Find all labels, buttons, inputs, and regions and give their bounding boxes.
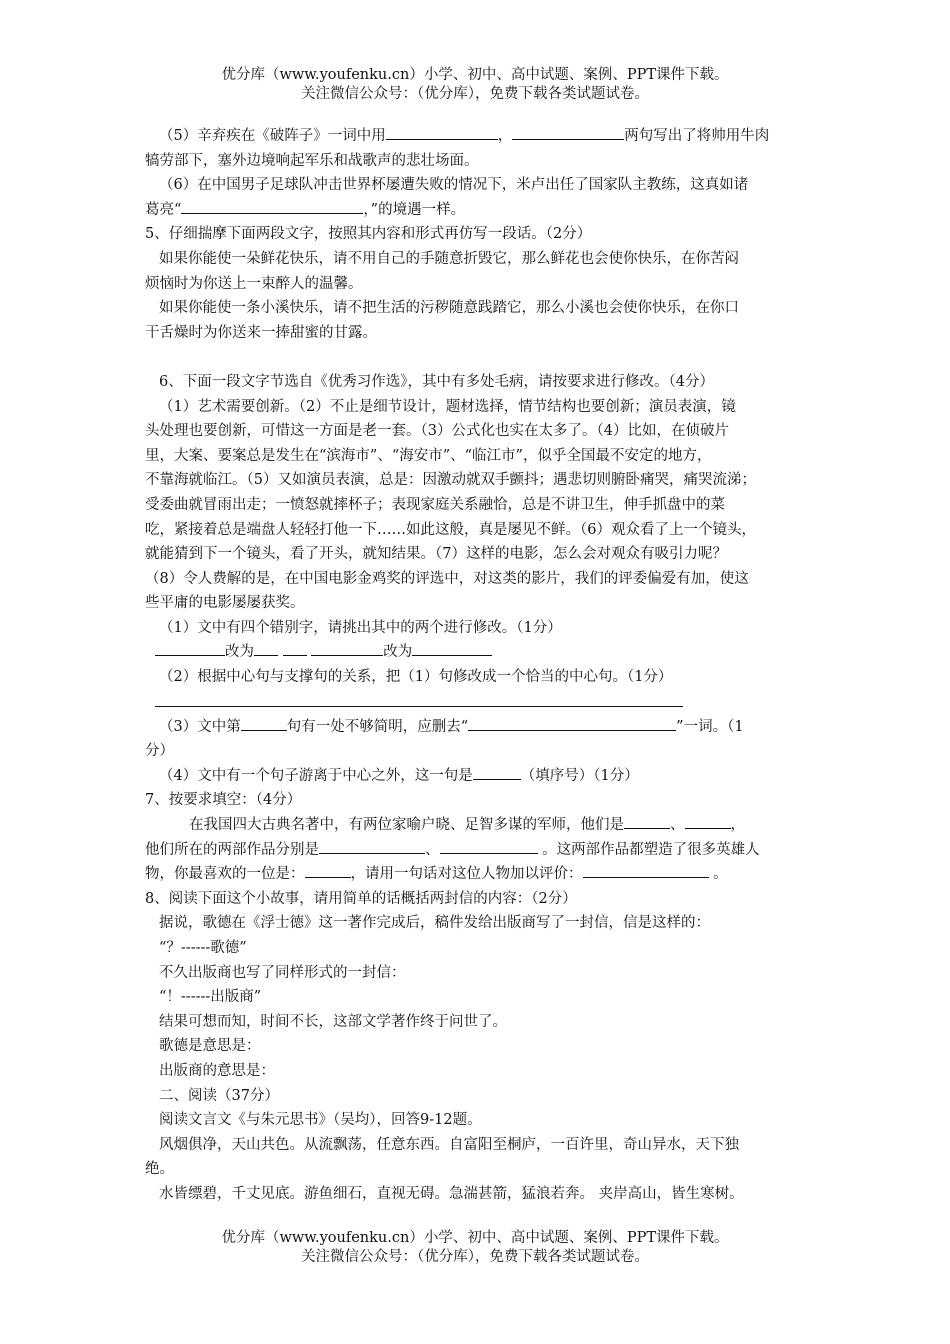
q6-passage-line: 里，大案、要案总是发生在“滨海市”、“海安市”、“临江市”，似乎全国最不安定的地方， xyxy=(145,447,712,464)
q8-line: 歌德是意思是： xyxy=(159,1038,261,1055)
q6-sub1-fill: 改为 改为 xyxy=(145,640,813,665)
answer-blank[interactable] xyxy=(311,641,383,657)
q4-item5-line2: 犒劳部下，塞外边境响起军乐和战歌声的悲壮场面。 xyxy=(145,152,479,169)
section2-intro: 阅读文言文《与朱元思书》（吴均），回答9-12题。 xyxy=(159,1112,482,1129)
q8-line: “！------出版商” xyxy=(159,989,262,1006)
answer-blank[interactable] xyxy=(583,863,709,879)
blank-gap xyxy=(145,345,813,370)
q7-line2: 他们所在的两部作品分别是 、 。这两部作品都塑造了很多英雄人 xyxy=(145,838,813,863)
q6-passage-line: 受委曲就冒雨出走；一愤怒就摔杯子；表现家庭关系融恰，总是不讲卫生，伸手抓盘中的菜 xyxy=(145,496,725,513)
section2-text-line: 绝。 xyxy=(145,1161,174,1178)
exam-content xyxy=(145,124,813,1207)
header-line-1: 优分库（www.youfenku.cn）小学、初中、高中试题、案例、PPT课件下载。 xyxy=(221,67,729,83)
answer-blank[interactable] xyxy=(473,764,521,780)
answer-blank[interactable] xyxy=(254,641,278,657)
q6-passage-line: 吃，紧接着总是端盘人轻轻打他一下……如此这般，真是屡见不鲜。（6）观众看了上一个镜头， xyxy=(145,521,756,538)
q6-sub2: （2）根据中心句与支撑句的关系，把（1）句修改成一个恰当的中心句。（1分） xyxy=(159,669,673,686)
q6-passage-line: 就能猜到下一个镜头，看了开头，就知结果。（7）这样的电影，怎么会对观众有吸引力呢？ xyxy=(145,546,727,563)
q7-line3: 物，你最喜欢的一位是： ，请用一句话对这位人物加以评价： 。 xyxy=(145,862,813,887)
answer-blank[interactable] xyxy=(386,125,498,141)
q6-passage-line: 些平庸的电影屡屡获奖。 xyxy=(145,595,305,612)
q5-para1-line1: 如果你能使一朵鲜花快乐，请不用自己的手随意折毁它，那么鲜花也会使你快乐，在你苦闷 xyxy=(159,250,739,267)
q6-passage-line: （8）令人费解的是，在中国电影金鸡奖的评选中，对这类的影片，我们的评委偏爱有加，使这 xyxy=(145,570,749,587)
footer-line-2: 关注微信公众号：（优分库），免费下载各类试题试卷。 xyxy=(301,1249,649,1265)
q6-sub4: （4）文中有一个句子游离于中心之外，这一句是 （填序号）（1分） xyxy=(145,764,813,789)
answer-blank[interactable] xyxy=(412,641,492,657)
answer-line[interactable] xyxy=(155,696,683,707)
page-header xyxy=(0,66,950,104)
answer-blank[interactable] xyxy=(624,814,670,830)
q8-line: 不久出版商也写了同样形式的一封信： xyxy=(159,964,406,981)
q8-line: “？------歌德” xyxy=(159,940,247,956)
section2-text-line: 水皆缥碧，千丈见底。游鱼细石，直视无碍。急湍甚箭，猛浪若奔。 夹岸高山，皆生寒树。 xyxy=(159,1185,744,1202)
q6-sub1: （1）文中有四个错别字，请挑出其中的两个进行修改。（1分） xyxy=(159,619,562,636)
q8-line: 据说，歌德在《浮士德》这一著作完成后，稿件发给出版商写了一封信，信是这样的： xyxy=(159,915,710,932)
q6-passage-line: （1）艺术需要创新。（2）不止是细节设计，题材选择，情节结构也要创新；演员表演，镜 xyxy=(159,398,736,415)
page-footer xyxy=(0,1229,950,1267)
section2-text-line: 风烟俱净，天山共色。从流飘荡，任意东西。自富阳至桐庐，一百许里，奇山异水，天下独 xyxy=(159,1136,739,1153)
q5-para2-line1: 如果你能使一条小溪快乐，请不把生活的污秽随意践踏它，那么小溪也会使你快乐，在你口 xyxy=(159,300,739,317)
q7-title: 7、按要求填空：（4分） xyxy=(145,792,302,809)
section2-title: 二、阅读（37分） xyxy=(159,1087,279,1104)
answer-blank[interactable] xyxy=(283,641,307,657)
q5-para1-line2: 烦恼时为你送上一束醉人的温馨。 xyxy=(145,275,363,292)
answer-blank[interactable] xyxy=(181,198,363,214)
answer-blank[interactable] xyxy=(468,715,676,731)
q7-line1: 在我国四大古典名著中，有两位家喻户晓、足智多谋的军师，他们是 、 ， xyxy=(145,813,813,838)
q6-passage-line: 不靠海就临江。（5）又如演员表演，总是：因激动就双手颤抖；遇悲切则腑卧痛哭，痛哭流涕； xyxy=(145,472,756,489)
footer-line-1: 优分库（www.youfenku.cn）小学、初中、高中试题、案例、PPT课件下载。 xyxy=(221,1230,729,1246)
q6-sub3-line2: 分） xyxy=(145,743,174,760)
q8-line: 出版商的意思是： xyxy=(159,1062,275,1079)
answer-blank[interactable] xyxy=(685,814,731,830)
answer-blank[interactable] xyxy=(305,863,351,879)
q6-passage-line: 头处理也要创新，可惜这一方面是老一套。（3）公式化也实在太多了。（4）比如，在侦破片 xyxy=(145,423,729,440)
answer-blank[interactable] xyxy=(440,838,538,854)
header-line-2: 关注微信公众号：（优分库），免费下载各类试题试卷。 xyxy=(301,86,649,102)
answer-blank[interactable] xyxy=(155,641,225,657)
q8-title: 8、阅读下面这个小故事，请用简单的话概括两封信的内容：（2分） xyxy=(145,890,577,907)
answer-blank[interactable] xyxy=(319,838,425,854)
q4-item5-line1: （5）辛弃疾在《破阵子》一词中用 ， 两句写出了将帅用牛肉 xyxy=(145,124,813,149)
q4-item6-line2: 葛亮“ ，”的境遇一样。 xyxy=(145,198,813,223)
answer-blank[interactable] xyxy=(241,715,287,731)
q5-para2-line2: 干舌燥时为你送来一捧甜蜜的甘露。 xyxy=(145,324,377,341)
q8-line: 结果可想而知，时间不长，这部文学著作终于问世了。 xyxy=(159,1013,507,1030)
q4-item6-line1: （6）在中国男子足球队冲击世界杯屡遭失败的情况下，米卢出任了国家队主教练，这真如诸 xyxy=(159,177,749,194)
q5-title: 5、仔细揣摩下面两段文字，按照其内容和形式再仿写一段话。（2分） xyxy=(145,226,592,243)
q6-title: 6、下面一段文字节选自《优秀习作选》，其中有多处毛病，请按要求进行修改。（4分） xyxy=(159,373,714,390)
q6-sub3-line1: （3）文中第 句有一处不够简明，应删去“ ”一词。（1 xyxy=(145,715,813,740)
answer-blank[interactable] xyxy=(512,125,624,141)
